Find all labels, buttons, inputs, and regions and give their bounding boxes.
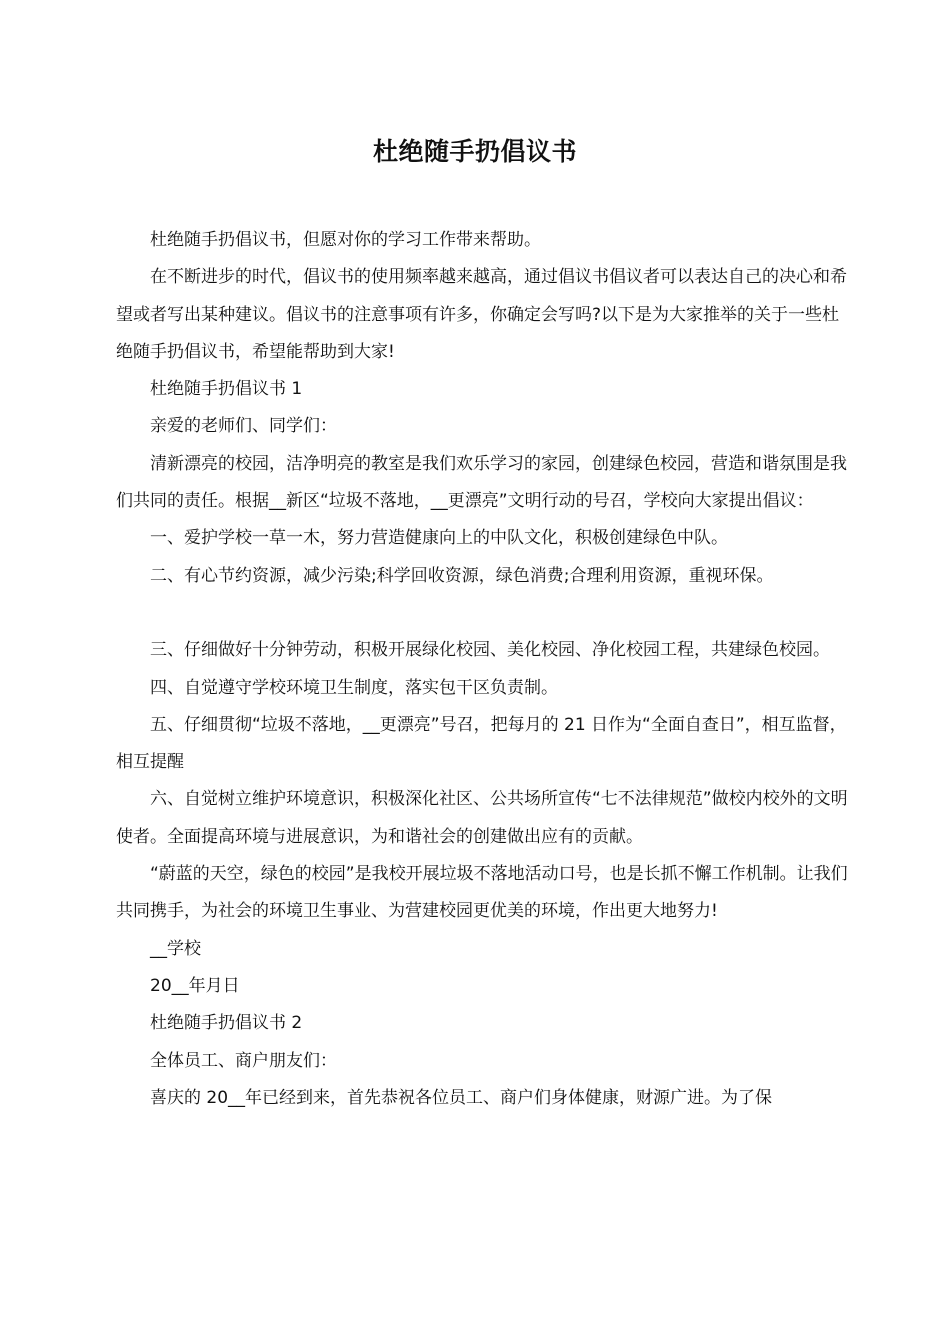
proposal-item-2: 二、有心节约资源，减少污染;科学回收资源，绿色消费;合理利用资源，重视环保。 [150,565,774,586]
paragraph-slogan: “蔚蓝的天空，绿色的校园”是我校开展垃圾不落地活动口号，也是长抓不懈工作机制。让我们共同携手，为社会的环境卫生事业、为营建校园更优美的环境，作出更大地努力! [116,864,848,922]
paragraph-campus: 清新漂亮的校园，洁净明亮的教室是我们欢乐学习的家园，创建绿色校园，营造和谐氛围是我们共同的责任。根据__新区“垃圾不落地，__更漂亮”文明行动的号召，学校向大家提出倡议： [116,453,847,512]
section-heading-2: 杜绝随手扔倡议书 2 [150,1013,303,1034]
proposal-item-1: 一、爱护学校一草一木，努力营造健康向上的中队文化，积极创建绿色中队。 [150,528,728,549]
paragraph-new-year: 喜庆的 20__年已经到来，首先恭祝各位员工、商户们身体健康，财源广进。为了保 [150,1087,773,1108]
signature-date: 20__年月日 [150,975,240,996]
signature-school: __学校 [150,938,201,959]
proposal-item-4: 四、自觉遵守学校环境卫生制度，落实包干区负责制。 [150,677,558,698]
proposal-item-3: 三、仔细做好十分钟劳动，积极开展绿化校园、美化校园、净化校园工程，共建绿色校园。 [150,640,830,661]
paragraph-intro: 杜绝随手扔倡议书，但愿对你的学习工作带来帮助。 [150,230,541,250]
salutation-2: 全体员工、商户朋友们： [150,1050,337,1071]
section-heading-1: 杜绝随手扔倡议书 1 [150,379,303,400]
paragraph-background: 在不断进步的时代，倡议书的使用频率越来越高，通过倡议书倡议者可以表达自己的决心和希望或者写出某种建议。倡议书的注意事项有许多，你确定会写吗?以下是为大家推举的关于一些杜绝随手扔倡议书，希望能帮助到大家! [116,267,847,362]
document-title: 杜绝随手扔倡议书 [372,137,577,166]
salutation-1: 亲爱的老师们、同学们： [150,416,337,437]
proposal-item-5: 五、仔细贯彻“垃圾不落地，__更漂亮”号召，把每月的 21 日作为“全面自查日”，相互监督，相互提醒 [116,714,847,773]
document-body [116,222,852,1117]
proposal-item-6: 六、自觉树立维护环境意识，积极深化社区、公共场所宣传“七不法律规范”做校内校外的文明使者。全面提高环境与进展意识，为和谐社会的创建做出应有的贡献。 [116,789,848,847]
